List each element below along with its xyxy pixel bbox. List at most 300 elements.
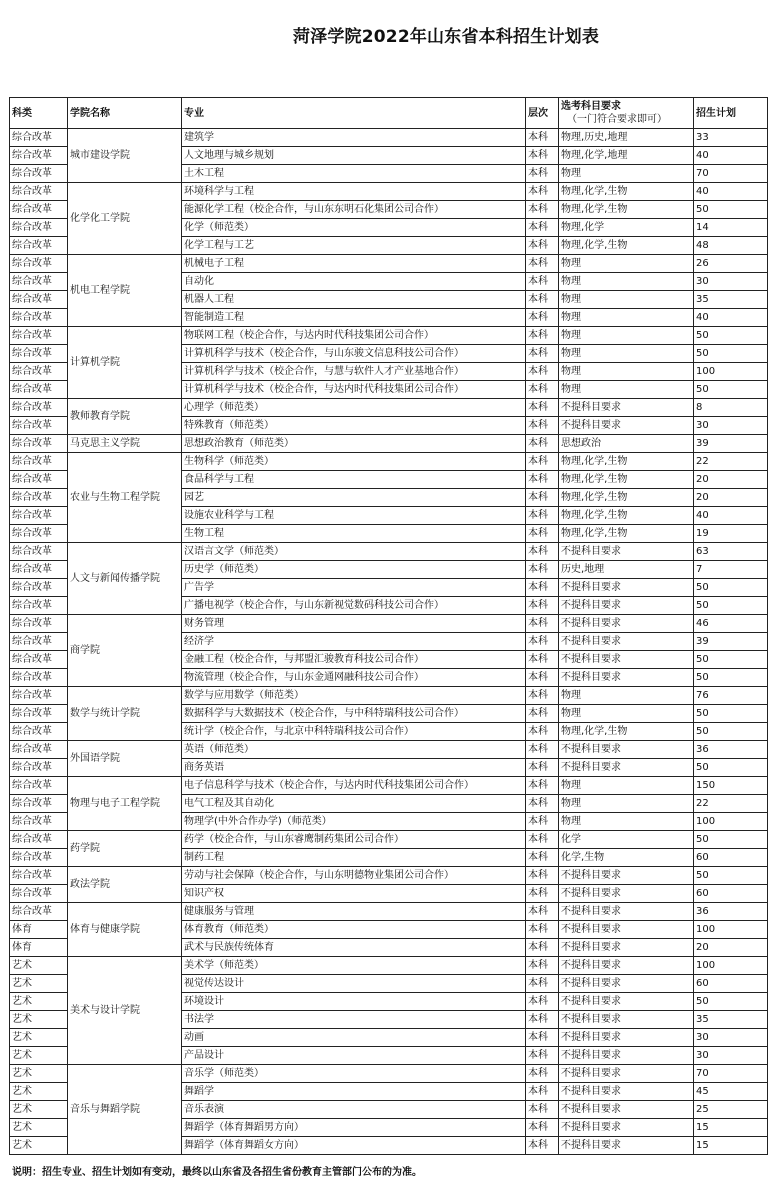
cell-category: 综合改革 [10, 507, 68, 525]
cell-subjects: 不提科目要求 [559, 1047, 694, 1065]
cell-subjects: 物理 [559, 777, 694, 795]
cell-major: 电子信息科学与技术（校企合作，与达内时代科技集团公司合作） [182, 777, 526, 795]
cell-level: 本科 [526, 705, 559, 723]
table-row [10, 741, 768, 759]
cell-subjects: 不提科目要求 [559, 885, 694, 903]
cell-major: 特殊教育（师范类） [182, 417, 526, 435]
cell-category: 综合改革 [10, 795, 68, 813]
cell-major: 自动化 [182, 273, 526, 291]
cell-subjects: 物理 [559, 705, 694, 723]
cell-major: 土木工程 [182, 165, 526, 183]
cell-level: 本科 [526, 453, 559, 471]
cell-quota: 8 [694, 399, 768, 417]
cell-major: 物流管理（校企合作，与山东金通网融科技公司合作） [182, 669, 526, 687]
cell-major: 计算机科学与技术（校企合作，与慧与软件人才产业基地合作） [182, 363, 526, 381]
header-subjects [559, 98, 694, 129]
cell-quota: 60 [694, 885, 768, 903]
cell-major: 电气工程及其自动化 [182, 795, 526, 813]
cell-major: 环境设计 [182, 993, 526, 1011]
cell-level: 本科 [526, 723, 559, 741]
cell-subjects: 物理,化学,生物 [559, 453, 694, 471]
cell-category: 综合改革 [10, 453, 68, 471]
cell-category: 体育 [10, 921, 68, 939]
cell-subjects: 不提科目要求 [559, 651, 694, 669]
cell-quota: 76 [694, 687, 768, 705]
cell-subjects: 物理 [559, 165, 694, 183]
cell-subjects: 不提科目要求 [559, 633, 694, 651]
cell-quota: 20 [694, 471, 768, 489]
cell-category: 综合改革 [10, 759, 68, 777]
cell-quota: 36 [694, 903, 768, 921]
cell-major: 书法学 [182, 1011, 526, 1029]
table-row [10, 1065, 768, 1083]
cell-level: 本科 [526, 795, 559, 813]
cell-subjects: 物理 [559, 381, 694, 399]
header-major: 专业 [182, 98, 526, 129]
footnote: 说明：招生专业、招生计划如有变动，最终以山东省及各招生省份教育主管部门公布的为准。 [12, 1167, 422, 1178]
cell-category: 综合改革 [10, 201, 68, 219]
cell-category: 综合改革 [10, 777, 68, 795]
cell-major: 金融工程（校企合作，与邦盟汇骏教育科技公司合作） [182, 651, 526, 669]
cell-level: 本科 [526, 417, 559, 435]
cell-major: 英语（师范类） [182, 741, 526, 759]
table-row [10, 831, 768, 849]
cell-level: 本科 [526, 309, 559, 327]
cell-subjects: 物理 [559, 309, 694, 327]
cell-quota: 50 [694, 327, 768, 345]
cell-major: 设施农业科学与工程 [182, 507, 526, 525]
cell-category: 综合改革 [10, 183, 68, 201]
cell-subjects: 不提科目要求 [559, 759, 694, 777]
cell-major: 园艺 [182, 489, 526, 507]
cell-quota: 50 [694, 993, 768, 1011]
cell-quota: 50 [694, 831, 768, 849]
cell-level: 本科 [526, 1137, 559, 1155]
cell-quota: 50 [694, 381, 768, 399]
cell-subjects: 不提科目要求 [559, 741, 694, 759]
table-row [10, 777, 768, 795]
cell-college: 美术与设计学院 [68, 957, 182, 1065]
cell-major: 财务管理 [182, 615, 526, 633]
cell-major: 武术与民族传统体育 [182, 939, 526, 957]
cell-quota: 100 [694, 921, 768, 939]
cell-college: 农业与生物工程学院 [68, 453, 182, 543]
cell-subjects: 不提科目要求 [559, 1011, 694, 1029]
cell-level: 本科 [526, 291, 559, 309]
cell-level: 本科 [526, 129, 559, 147]
cell-level: 本科 [526, 687, 559, 705]
cell-major: 商务英语 [182, 759, 526, 777]
cell-subjects: 不提科目要求 [559, 1065, 694, 1083]
cell-major: 思想政治教育（师范类） [182, 435, 526, 453]
cell-level: 本科 [526, 921, 559, 939]
cell-major: 数学与应用数学（师范类） [182, 687, 526, 705]
cell-college: 外国语学院 [68, 741, 182, 777]
cell-category: 综合改革 [10, 615, 68, 633]
cell-category: 综合改革 [10, 651, 68, 669]
cell-major: 产品设计 [182, 1047, 526, 1065]
cell-level: 本科 [526, 1119, 559, 1137]
cell-level: 本科 [526, 849, 559, 867]
cell-quota: 60 [694, 849, 768, 867]
cell-quota: 50 [694, 201, 768, 219]
cell-quota: 15 [694, 1137, 768, 1155]
cell-quota: 50 [694, 705, 768, 723]
cell-quota: 50 [694, 345, 768, 363]
cell-level: 本科 [526, 1101, 559, 1119]
cell-level: 本科 [526, 1083, 559, 1101]
table-row [10, 903, 768, 921]
cell-category: 综合改革 [10, 867, 68, 885]
cell-category: 综合改革 [10, 489, 68, 507]
cell-major: 汉语言文学（师范类） [182, 543, 526, 561]
cell-level: 本科 [526, 147, 559, 165]
cell-subjects: 思想政治 [559, 435, 694, 453]
cell-category: 综合改革 [10, 291, 68, 309]
cell-level: 本科 [526, 525, 559, 543]
cell-subjects: 不提科目要求 [559, 903, 694, 921]
cell-category: 综合改革 [10, 723, 68, 741]
cell-major: 音乐表演 [182, 1101, 526, 1119]
cell-level: 本科 [526, 219, 559, 237]
cell-major: 经济学 [182, 633, 526, 651]
table-row [10, 615, 768, 633]
cell-category: 艺术 [10, 1101, 68, 1119]
cell-quota: 70 [694, 1065, 768, 1083]
cell-category: 综合改革 [10, 363, 68, 381]
cell-college: 药学院 [68, 831, 182, 867]
cell-level: 本科 [526, 327, 559, 345]
cell-category: 综合改革 [10, 633, 68, 651]
cell-category: 综合改革 [10, 903, 68, 921]
cell-category: 综合改革 [10, 381, 68, 399]
cell-college: 城市建设学院 [68, 129, 182, 183]
cell-subjects: 不提科目要求 [559, 417, 694, 435]
cell-quota: 30 [694, 1029, 768, 1047]
cell-level: 本科 [526, 237, 559, 255]
cell-level: 本科 [526, 885, 559, 903]
cell-major: 舞蹈学（体育舞蹈男方向） [182, 1119, 526, 1137]
cell-category: 综合改革 [10, 255, 68, 273]
cell-category: 综合改革 [10, 345, 68, 363]
cell-quota: 40 [694, 147, 768, 165]
cell-college: 教师教育学院 [68, 399, 182, 435]
cell-major: 美术学（师范类） [182, 957, 526, 975]
cell-level: 本科 [526, 273, 559, 291]
cell-quota: 14 [694, 219, 768, 237]
table-row [10, 435, 768, 453]
cell-subjects: 物理 [559, 687, 694, 705]
table-row [10, 543, 768, 561]
cell-quota: 46 [694, 615, 768, 633]
cell-quota: 50 [694, 723, 768, 741]
cell-category: 综合改革 [10, 471, 68, 489]
cell-major: 广告学 [182, 579, 526, 597]
cell-category: 体育 [10, 939, 68, 957]
cell-quota: 50 [694, 669, 768, 687]
cell-category: 综合改革 [10, 669, 68, 687]
cell-subjects: 物理,化学,生物 [559, 723, 694, 741]
cell-major: 制药工程 [182, 849, 526, 867]
cell-subjects: 不提科目要求 [559, 993, 694, 1011]
cell-level: 本科 [526, 489, 559, 507]
cell-college: 机电工程学院 [68, 255, 182, 327]
cell-major: 计算机科学与技术（校企合作，与达内时代科技集团公司合作） [182, 381, 526, 399]
cell-major: 机械电子工程 [182, 255, 526, 273]
cell-category: 艺术 [10, 1047, 68, 1065]
cell-subjects: 不提科目要求 [559, 597, 694, 615]
cell-category: 艺术 [10, 1119, 68, 1137]
cell-level: 本科 [526, 543, 559, 561]
cell-quota: 40 [694, 183, 768, 201]
table-row [10, 129, 768, 147]
cell-level: 本科 [526, 165, 559, 183]
cell-quota: 48 [694, 237, 768, 255]
cell-level: 本科 [526, 831, 559, 849]
cell-subjects: 物理,化学,生物 [559, 489, 694, 507]
cell-category: 综合改革 [10, 165, 68, 183]
cell-level: 本科 [526, 1065, 559, 1083]
cell-subjects: 不提科目要求 [559, 615, 694, 633]
cell-college: 商学院 [68, 615, 182, 687]
cell-subjects: 物理 [559, 273, 694, 291]
cell-major: 舞蹈学 [182, 1083, 526, 1101]
cell-category: 艺术 [10, 957, 68, 975]
cell-category: 综合改革 [10, 273, 68, 291]
cell-college: 体育与健康学院 [68, 903, 182, 957]
cell-major: 视觉传达设计 [182, 975, 526, 993]
cell-major: 智能制造工程 [182, 309, 526, 327]
cell-level: 本科 [526, 1047, 559, 1065]
cell-subjects: 不提科目要求 [559, 1137, 694, 1155]
enrollment-plan-table [9, 97, 768, 1155]
cell-category: 综合改革 [10, 561, 68, 579]
cell-level: 本科 [526, 975, 559, 993]
cell-category: 艺术 [10, 1137, 68, 1155]
cell-major: 建筑学 [182, 129, 526, 147]
cell-subjects: 化学,生物 [559, 849, 694, 867]
cell-category: 综合改革 [10, 885, 68, 903]
cell-level: 本科 [526, 255, 559, 273]
cell-category: 综合改革 [10, 741, 68, 759]
cell-quota: 15 [694, 1119, 768, 1137]
cell-major: 体育教育（师范类） [182, 921, 526, 939]
cell-subjects: 物理,化学,生物 [559, 183, 694, 201]
cell-level: 本科 [526, 633, 559, 651]
cell-level: 本科 [526, 597, 559, 615]
cell-category: 艺术 [10, 975, 68, 993]
cell-level: 本科 [526, 435, 559, 453]
cell-major: 心理学（师范类） [182, 399, 526, 417]
cell-category: 综合改革 [10, 687, 68, 705]
cell-subjects: 不提科目要求 [559, 921, 694, 939]
table-body [10, 129, 768, 1155]
cell-quota: 100 [694, 813, 768, 831]
cell-subjects: 物理,化学,生物 [559, 237, 694, 255]
cell-category: 综合改革 [10, 399, 68, 417]
cell-category: 艺术 [10, 993, 68, 1011]
cell-quota: 30 [694, 1047, 768, 1065]
cell-quota: 50 [694, 597, 768, 615]
cell-quota: 35 [694, 1011, 768, 1029]
cell-subjects: 不提科目要求 [559, 579, 694, 597]
cell-subjects: 物理 [559, 813, 694, 831]
cell-level: 本科 [526, 813, 559, 831]
cell-level: 本科 [526, 507, 559, 525]
header-college: 学院名称 [68, 98, 182, 129]
cell-level: 本科 [526, 777, 559, 795]
cell-major: 能源化学工程（校企合作，与山东东明石化集团公司合作） [182, 201, 526, 219]
cell-level: 本科 [526, 381, 559, 399]
cell-subjects: 物理,化学,生物 [559, 471, 694, 489]
cell-subjects: 物理,历史,地理 [559, 129, 694, 147]
cell-quota: 50 [694, 651, 768, 669]
cell-quota: 36 [694, 741, 768, 759]
cell-category: 艺术 [10, 1029, 68, 1047]
cell-college: 人文与新闻传播学院 [68, 543, 182, 615]
table-row [10, 399, 768, 417]
cell-subjects: 不提科目要求 [559, 399, 694, 417]
cell-college: 政法学院 [68, 867, 182, 903]
cell-level: 本科 [526, 741, 559, 759]
cell-subjects: 物理,化学,地理 [559, 147, 694, 165]
cell-major: 舞蹈学（体育舞蹈女方向） [182, 1137, 526, 1155]
cell-quota: 20 [694, 489, 768, 507]
cell-major: 历史学（师范类） [182, 561, 526, 579]
cell-major: 物理学(中外合作办学)（师范类） [182, 813, 526, 831]
cell-quota: 50 [694, 579, 768, 597]
cell-level: 本科 [526, 201, 559, 219]
cell-level: 本科 [526, 615, 559, 633]
cell-quota: 100 [694, 363, 768, 381]
cell-major: 药学（校企合作，与山东睿鹰制药集团公司合作） [182, 831, 526, 849]
table-row [10, 453, 768, 471]
cell-level: 本科 [526, 471, 559, 489]
header-quota: 招生计划 [694, 98, 768, 129]
page-title [0, 22, 772, 47]
cell-quota: 7 [694, 561, 768, 579]
cell-major: 动画 [182, 1029, 526, 1047]
cell-major: 广播电视学（校企合作，与山东新视觉数码科技公司合作） [182, 597, 526, 615]
table-header-row [10, 98, 768, 129]
cell-category: 综合改革 [10, 831, 68, 849]
cell-subjects: 物理,化学,生物 [559, 507, 694, 525]
header-subjects-main: 选考科目要求 [561, 101, 621, 112]
cell-major: 计算机科学与技术（校企合作，与山东骏文信息科技公司合作） [182, 345, 526, 363]
cell-subjects: 不提科目要求 [559, 1029, 694, 1047]
cell-level: 本科 [526, 939, 559, 957]
cell-quota: 22 [694, 453, 768, 471]
cell-level: 本科 [526, 363, 559, 381]
cell-major: 知识产权 [182, 885, 526, 903]
cell-major: 健康服务与管理 [182, 903, 526, 921]
cell-subjects: 物理 [559, 345, 694, 363]
cell-subjects: 历史,地理 [559, 561, 694, 579]
cell-subjects: 物理,化学,生物 [559, 201, 694, 219]
cell-category: 综合改革 [10, 525, 68, 543]
cell-subjects: 物理,化学,生物 [559, 525, 694, 543]
cell-major: 音乐学（师范类） [182, 1065, 526, 1083]
cell-quota: 150 [694, 777, 768, 795]
cell-quota: 63 [694, 543, 768, 561]
cell-level: 本科 [526, 651, 559, 669]
cell-subjects: 不提科目要求 [559, 1083, 694, 1101]
cell-quota: 39 [694, 633, 768, 651]
cell-level: 本科 [526, 903, 559, 921]
cell-quota: 45 [694, 1083, 768, 1101]
cell-level: 本科 [526, 867, 559, 885]
cell-subjects: 不提科目要求 [559, 669, 694, 687]
cell-major: 人文地理与城乡规划 [182, 147, 526, 165]
cell-college: 计算机学院 [68, 327, 182, 399]
header-subjects-sub: （一门符合要求即可） [567, 114, 667, 125]
cell-college: 数学与统计学院 [68, 687, 182, 741]
cell-quota: 60 [694, 975, 768, 993]
cell-subjects: 不提科目要求 [559, 957, 694, 975]
cell-category: 艺术 [10, 1065, 68, 1083]
cell-level: 本科 [526, 1029, 559, 1047]
cell-quota: 25 [694, 1101, 768, 1119]
cell-level: 本科 [526, 759, 559, 777]
cell-quota: 30 [694, 273, 768, 291]
cell-quota: 70 [694, 165, 768, 183]
cell-major: 劳动与社会保障（校企合作，与山东明德物业集团公司合作） [182, 867, 526, 885]
cell-quota: 50 [694, 759, 768, 777]
cell-subjects: 不提科目要求 [559, 1119, 694, 1137]
cell-major: 生物科学（师范类） [182, 453, 526, 471]
cell-category: 综合改革 [10, 579, 68, 597]
cell-category: 综合改革 [10, 327, 68, 345]
cell-subjects: 化学 [559, 831, 694, 849]
cell-quota: 20 [694, 939, 768, 957]
table-row [10, 255, 768, 273]
cell-category: 综合改革 [10, 237, 68, 255]
cell-subjects: 物理 [559, 255, 694, 273]
table-row [10, 957, 768, 975]
cell-major: 统计学（校企合作，与北京中科特瑞科技公司合作） [182, 723, 526, 741]
cell-level: 本科 [526, 669, 559, 687]
cell-major: 化学（师范类） [182, 219, 526, 237]
cell-category: 综合改革 [10, 147, 68, 165]
cell-major: 环境科学与工程 [182, 183, 526, 201]
cell-category: 综合改革 [10, 435, 68, 453]
cell-level: 本科 [526, 561, 559, 579]
cell-level: 本科 [526, 993, 559, 1011]
header-level: 层次 [526, 98, 559, 129]
table-row [10, 183, 768, 201]
cell-level: 本科 [526, 399, 559, 417]
cell-major: 食品科学与工程 [182, 471, 526, 489]
cell-category: 艺术 [10, 1083, 68, 1101]
cell-college: 化学化工学院 [68, 183, 182, 255]
cell-level: 本科 [526, 183, 559, 201]
cell-quota: 50 [694, 867, 768, 885]
cell-subjects: 不提科目要求 [559, 939, 694, 957]
page-title-text: 菏泽学院2022年山东省本科招生计划表 [292, 27, 600, 47]
cell-level: 本科 [526, 1011, 559, 1029]
cell-category: 综合改革 [10, 309, 68, 327]
cell-category: 艺术 [10, 1011, 68, 1029]
table-row [10, 687, 768, 705]
cell-subjects: 不提科目要求 [559, 543, 694, 561]
cell-quota: 40 [694, 507, 768, 525]
cell-subjects: 不提科目要求 [559, 975, 694, 993]
cell-subjects: 不提科目要求 [559, 867, 694, 885]
table-row [10, 327, 768, 345]
header-category: 科类 [10, 98, 68, 129]
cell-level: 本科 [526, 345, 559, 363]
cell-category: 综合改革 [10, 849, 68, 867]
